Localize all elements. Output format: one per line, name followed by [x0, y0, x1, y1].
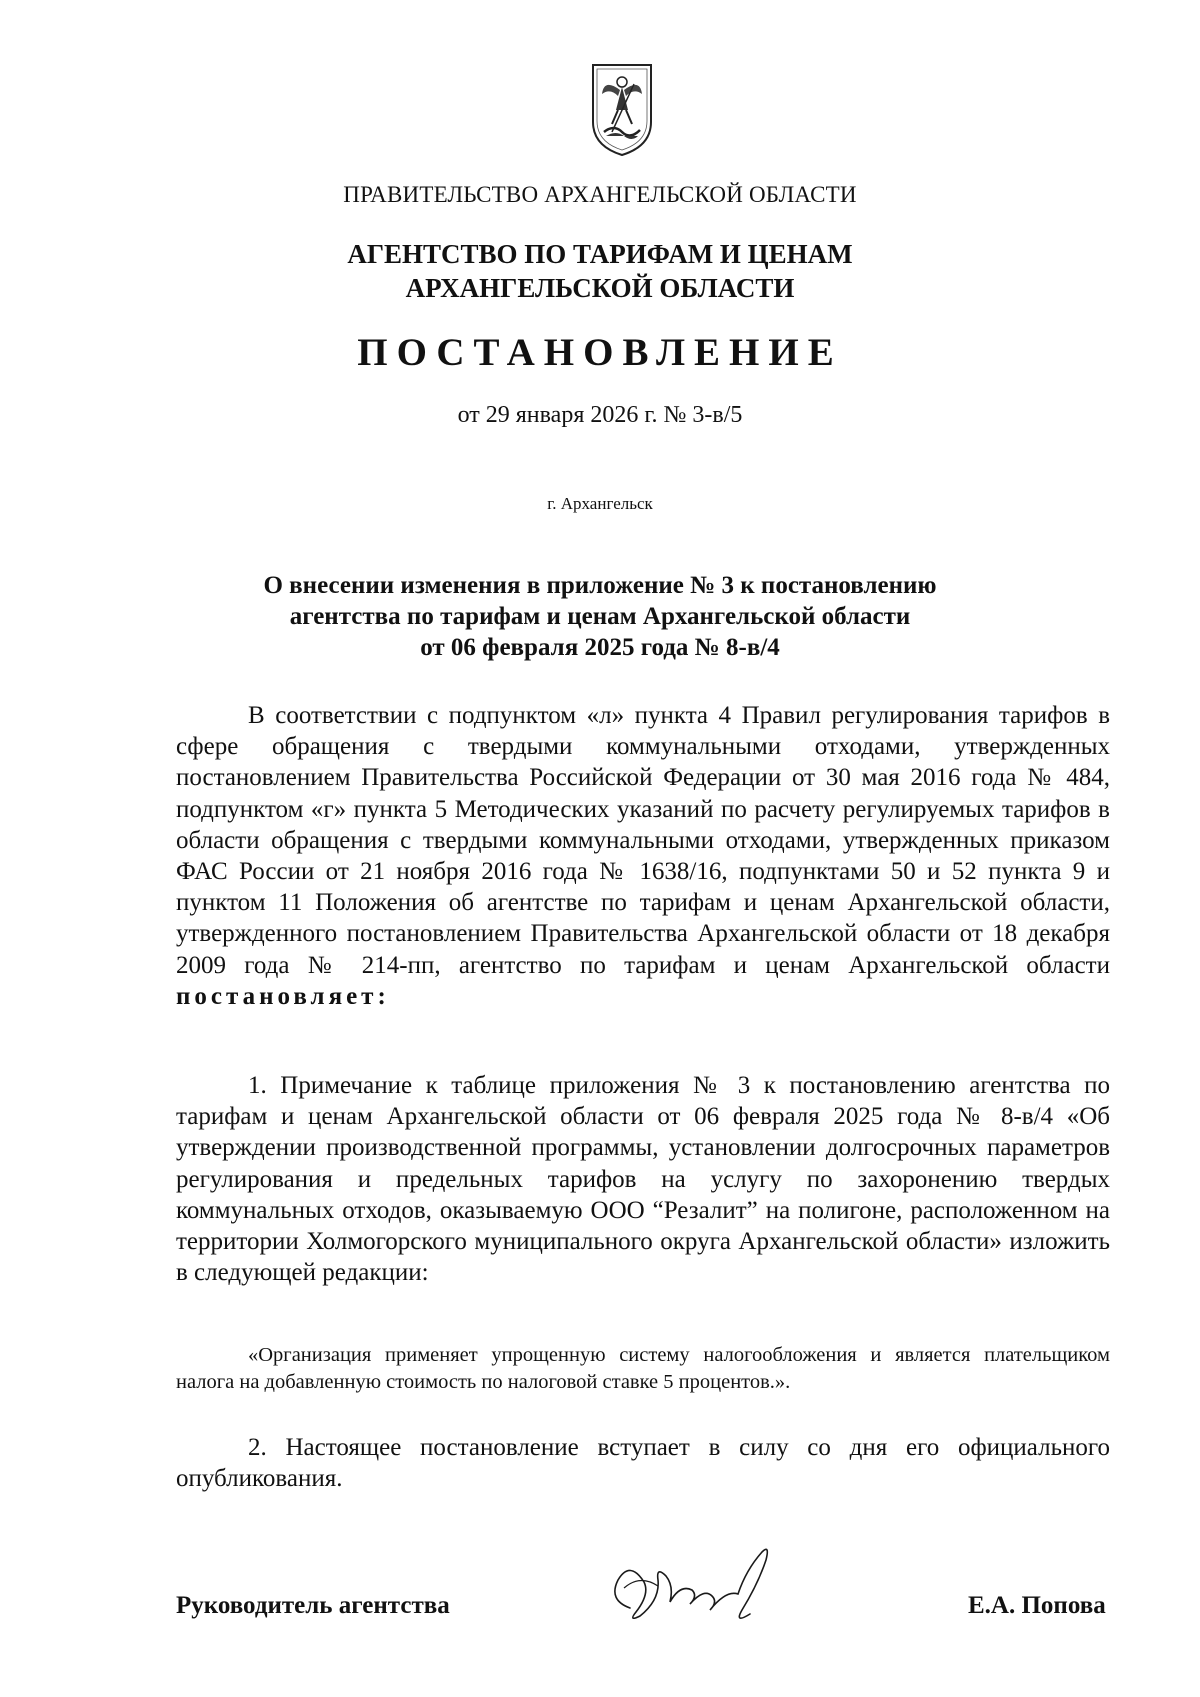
preamble-text: В соответствии с подпунктом «л» пункта 4 Правил регулирования тарифов в сфере обращения с твердыми коммунальными отходами, утвержденных постановлением Правительства Российской Федерации от 30 мая 2016 года № 484, подпунктом «г» пункта 5 Методических указаний по расчету регулируемых тарифов в области обращения с твердыми коммунальными отходами, утвержденных приказом ФАС России от 21 ноября 2016 года № 1638/16, подпунктами 50 и 52 пункта 9 и пунктом 11 Положения об агентстве по тарифам и ценам Архангельской области, утвержденного постановлением Правительства Архангельской области от 18 декабря 2009 года № 214-пп, агентство по тарифам и ценам Архангельской области [176, 702, 1110, 979]
title-line2: агентства по тарифам и ценам Архангельской области [289, 603, 911, 630]
preamble-paragraph [176, 700, 1110, 1012]
signatory-name: Е.А. Попова [968, 1592, 1106, 1619]
title-line3: от 06 февраля 2025 года № 8-в/4 [420, 634, 780, 661]
document-type: ПОСТАНОВЛЕНИЕ [357, 331, 843, 374]
item-2-paragraph: 2. Настоящее постановление вступает в силу со дня его официального опубликования. [176, 1434, 1110, 1493]
document-title [0, 570, 1200, 663]
document-city: г. Архангельск [547, 494, 653, 513]
handwritten-signature [600, 1530, 790, 1640]
signatory-position: Руководитель агентства [176, 1592, 450, 1619]
title-line1: О внесении изменения в приложение № 3 к постановлению [263, 572, 937, 599]
agency-name [0, 237, 1200, 305]
quoted-note: «Организация применяет упрощенную систему налогообложения и является плательщиком налога на добавленную стоимость по налоговой ставке 5 процентов.». [176, 1344, 1110, 1393]
government-name: ПРАВИТЕЛЬСТВО АРХАНГЕЛЬСКОЙ ОБЛАСТИ [343, 182, 857, 207]
document-date-number: от 29 января 2026 г. № 3-в/5 [457, 402, 743, 428]
resolves-word: постановляет: [176, 982, 390, 1010]
item-1-paragraph: 1. Примечание к таблице приложения № 3 к постановлению агентства по тарифам и ценам Архангельской области от 06 февраля 2025 года № 8-в/4 «Об утверждении производственной программы, установлении долгосрочных параметров регулирования и предельных тарифов на услугу по захоронению твердых коммунальных отходов, оказываемую ООО “Резалит” на полигоне, расположенном на территории Холмогорского муниципального округа Архангельской области» изложить в следующей редакции: [176, 1072, 1110, 1287]
agency-name-line2: АРХАНГЕЛЬСКОЙ ОБЛАСТИ [405, 273, 795, 303]
coat-of-arms-icon [590, 62, 654, 158]
agency-name-line1: АГЕНТСТВО ПО ТАРИФАМ И ЦЕНАМ [347, 239, 853, 269]
